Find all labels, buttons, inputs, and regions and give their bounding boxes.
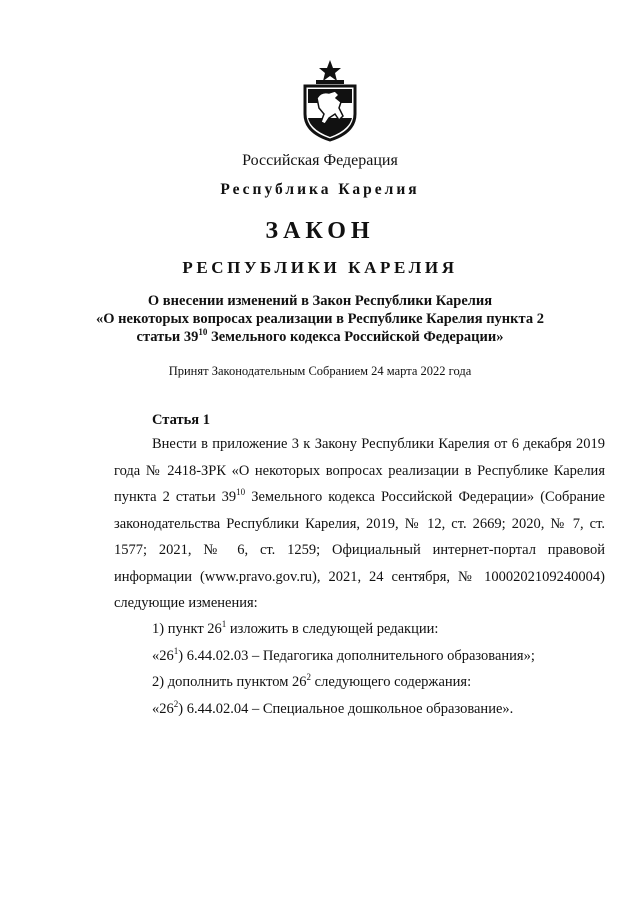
document-title: [0, 292, 640, 346]
star-icon: [316, 60, 344, 84]
document-title-line: О внесении изменений в Закон Республики Карелия: [147, 293, 493, 309]
list-item: 2) дополнить пунктом $26^2$ следующего содержания:: [152, 672, 472, 690]
law-title: ЗАКОН: [265, 218, 375, 244]
law-subtitle: РЕСПУБЛИКИ КАРЕЛИЯ: [182, 258, 458, 277]
document-title-line: статьи $39^{10}$ Земельного кодекса Российской Федерации»: [136, 327, 504, 345]
document-title-line: «О некоторых вопросах реализации в Республике Карелия пункта 2: [96, 311, 544, 327]
adoption-note: Принят Законодательным Собранием 24 марта 2022 года: [168, 364, 472, 378]
amendment-list: [114, 616, 605, 722]
list-item: «$26^1$) 6.44.02.03 – Педагогика дополнительного образования»;: [152, 645, 535, 664]
list-item: 1) пункт $26^1$ изложить в следующей редакции:: [152, 619, 439, 637]
article-heading: Статья 1: [152, 412, 210, 428]
country-name: Российская Федерация: [242, 152, 398, 169]
article-paragraph: Внести в приложение 3 к Закону Республики Карелия от 6 декабря 2019 года № 2418-ЗРК «О некоторых вопросах реализации в Республике Карелия пункта 2 статьи $39^{10}$ Земельного кодекса Российской Федерации» (Собрание законодательства Республики Карелия, 2019, № 12, ст. 2669; 2020, № 7, ст. 1577; 2021, № 6, ст. 1259; Официальный интернет-портал правовой информации (www.pravo.gov.ru), 2021, 24 сентября, № 1000202109240004) следующие изменения:: [114, 436, 605, 611]
list-item: «$26^2$) 6.44.02.04 – Специальное дошкольное образование».: [152, 698, 514, 717]
republic-name: Республика Карелия: [220, 181, 420, 198]
karelia-coat-of-arms: [299, 58, 361, 142]
